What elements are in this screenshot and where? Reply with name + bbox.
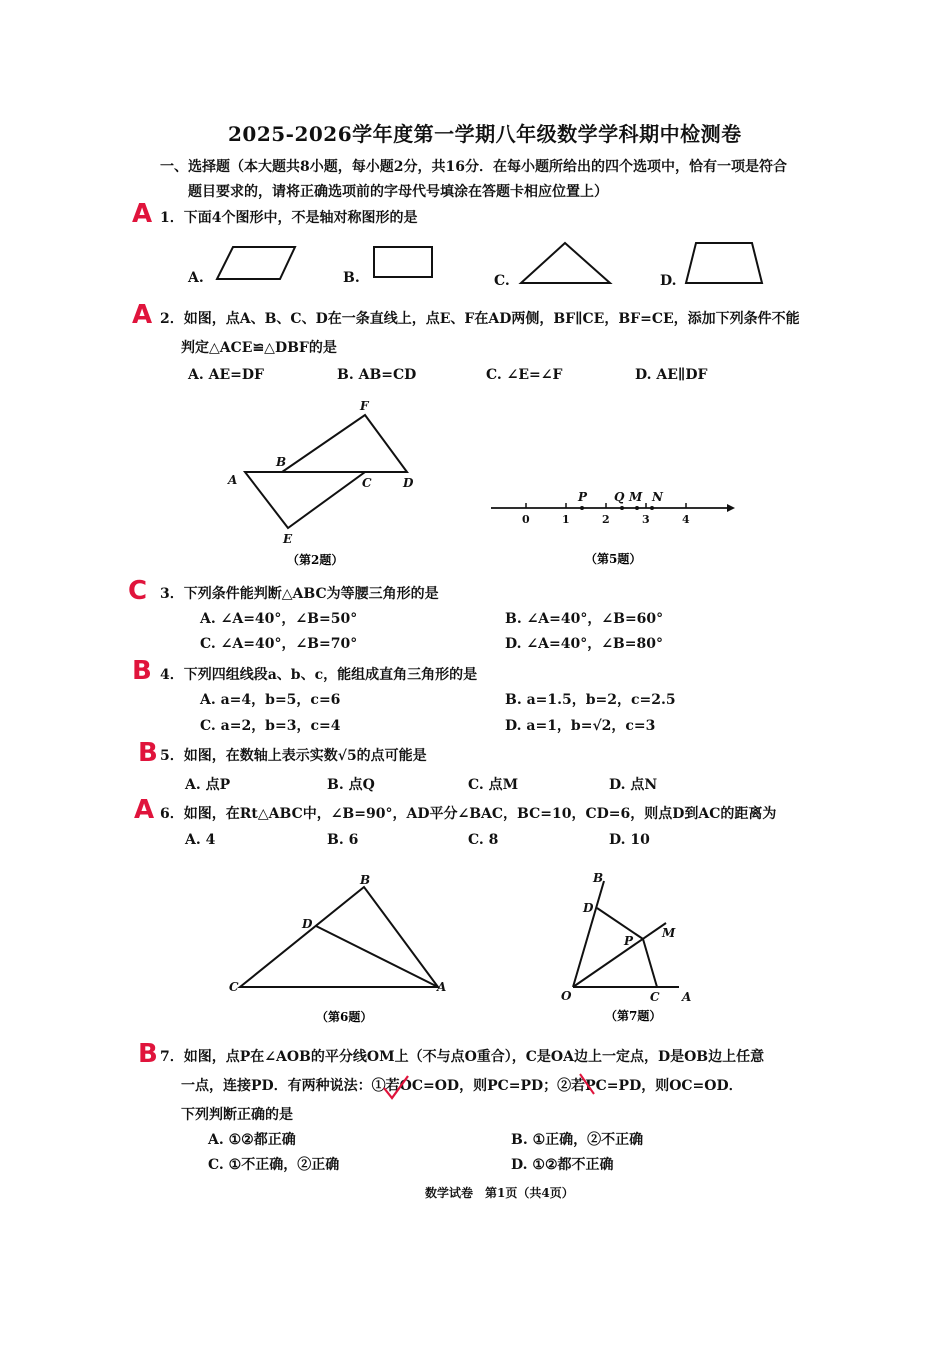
q4-option-b: B. a=1.5，b=2，c=2.5: [505, 692, 676, 708]
caption-q6: （第6题）: [316, 1010, 373, 1024]
tick-label-4: 4: [682, 513, 690, 526]
question-7-text-line3: 下列判断正确的是: [181, 1107, 293, 1123]
label-C: C: [650, 990, 660, 1004]
label-A: A: [228, 473, 238, 487]
q4-option-c: C. a=2，b=3，c=4: [200, 718, 341, 734]
label-D: D: [403, 476, 414, 490]
tick-label-0: 0: [522, 513, 530, 526]
label-D: D: [583, 901, 594, 915]
segment-pc: [643, 939, 657, 987]
label-B: B: [593, 871, 604, 885]
tick-label-3: 3: [642, 513, 650, 526]
point-P-dot: [580, 506, 584, 510]
label-E: E: [283, 532, 293, 546]
label-B: B: [276, 455, 287, 469]
q7-option-c: C. ①不正确，②正确: [208, 1157, 340, 1173]
label-C: C: [229, 980, 239, 994]
answer-mark-q7: B: [138, 1039, 158, 1069]
label-P: P: [624, 934, 634, 948]
answer-mark-q3: C: [128, 576, 148, 606]
q3-option-c: C. ∠A=40°，∠B=70°: [200, 636, 358, 652]
tick-label-1: 1: [562, 513, 570, 526]
question-3-text: 3．下列条件能判断△ABC为等腰三角形的是: [160, 586, 439, 602]
q2-option-b: B. AB=CD: [337, 367, 417, 383]
question-2-text-line1: 2．如图，点A、B、C、D在一条直线上，点E、F在AD两侧，BF∥CE，BF=CE，添加下列条件不能: [160, 311, 800, 327]
question-4-text: 4．下列四组线段a、b、c，能组成直角三角形的是: [160, 667, 478, 683]
label-A: A: [682, 990, 692, 1004]
question-6-text: 6．如图，在Rt△ABC中，∠B=90°，AD平分∠BAC，BC=10，CD=6，则点D到AC的距离为: [160, 806, 777, 822]
caption-q7: （第7题）: [605, 1009, 662, 1023]
point-Q-dot: [620, 506, 624, 510]
q3-option-b: B. ∠A=40°，∠B=60°: [505, 611, 664, 627]
rectangle-shape: [374, 247, 432, 277]
q2-option-d: D. AE∥DF: [635, 367, 708, 383]
q1-option-d: D.: [660, 273, 677, 289]
q2-option-a: A. AE=DF: [188, 367, 264, 383]
axis-arrow: [727, 504, 735, 512]
q6-option-b: B. 6: [327, 832, 359, 848]
point-N-dot: [650, 506, 654, 510]
question-2-text-line2: 判定△ACE≌△DBF的是: [181, 340, 337, 356]
q1-shapes: [0, 235, 950, 295]
figure-q5-number-line: [0, 485, 950, 575]
q7-option-b: B. ①正确，②不正确: [511, 1132, 644, 1148]
figure-q7: [0, 860, 950, 1030]
q5-option-b: B. 点Q: [327, 777, 375, 793]
answer-mark-q1: A: [132, 199, 153, 229]
answer-mark-q5: B: [138, 738, 158, 768]
q5-option-a: A. 点P: [185, 777, 231, 793]
label-A: A: [437, 980, 447, 994]
question-1-text: 1．下面4个图形中，不是轴对称图形的是: [160, 210, 418, 226]
label-F: F: [360, 399, 369, 413]
label-B: B: [360, 873, 371, 887]
question-7-text-line2: 一点，连接PD．有两种说法：①若OC=OD，则PC=PD；②若PC=PD，则OC=OD．: [181, 1078, 743, 1094]
q2-option-c: C. ∠E=∠F: [486, 367, 563, 383]
label-N: N: [652, 490, 663, 504]
label-P: P: [578, 490, 588, 504]
q5-option-c: C. 点M: [468, 777, 519, 793]
question-5-text: 5．如图，在数轴上表示实数√5的点可能是: [160, 748, 427, 764]
answer-mark-q6: A: [134, 795, 155, 825]
section-heading-line1: 一、选择题（本大题共8小题，每小题2分，共16分．在每小题所给出的四个选项中，恰有一项是符合: [160, 159, 787, 175]
q1-option-c: C.: [494, 273, 510, 289]
question-7-text-line1: 7．如图，点P在∠AOB的平分线OM上（不与点O重合），C是OA边上一定点，D是OB边上任意: [160, 1049, 765, 1065]
trapezoid-shape: [686, 243, 762, 283]
q7-option-a: A. ①②都正确: [208, 1132, 296, 1148]
check-mark-icon: [384, 1076, 408, 1098]
page-title: 2025-2026学年度第一学期八年级数学学科期中检测卷: [228, 122, 742, 146]
q4-option-d: D. a=1，b=√2，c=3: [505, 718, 656, 734]
q7-option-d: D. ①②都不正确: [511, 1157, 614, 1173]
label-Q: Q: [614, 490, 625, 504]
red-check-annotation: [382, 1074, 442, 1104]
triangle-shape: [521, 243, 610, 283]
label-M: M: [662, 926, 676, 940]
q3-option-a: A. ∠A=40°，∠B=50°: [200, 611, 358, 627]
parallelogram-shape: [217, 247, 295, 279]
q6-option-a: A. 4: [185, 832, 216, 848]
label-C: C: [362, 476, 372, 490]
q6-option-d: D. 10: [609, 832, 650, 848]
ray-ob: [573, 881, 604, 987]
page-footer: 数学试卷 第1页（共4页）: [425, 1186, 574, 1200]
cross-mark-icon: [580, 1074, 594, 1094]
q3-option-d: D. ∠A=40°，∠B=80°: [505, 636, 663, 652]
q4-option-a: A. a=4，b=5，c=6: [200, 692, 341, 708]
red-cross-annotation: [576, 1070, 606, 1100]
label-O: O: [561, 989, 572, 1003]
answer-mark-q4: B: [132, 656, 152, 686]
answer-mark-q2: A: [132, 300, 153, 330]
caption-q5: （第5题）: [585, 552, 642, 566]
segment-pd: [597, 908, 643, 939]
ray-om: [573, 923, 666, 987]
q1-option-a: A.: [188, 270, 204, 286]
tick-label-2: 2: [602, 513, 610, 526]
q5-option-d: D. 点N: [609, 777, 658, 793]
triangle-dbf: [282, 415, 407, 472]
point-M-dot: [635, 506, 639, 510]
label-D: D: [302, 917, 313, 931]
label-M: M: [629, 490, 643, 504]
section-heading-line2: 题目要求的，请将正确选项前的字母代号填涂在答题卡相应位置上）: [188, 184, 608, 200]
q6-option-c: C. 8: [468, 832, 499, 848]
caption-q2: （第2题）: [287, 553, 344, 567]
q1-option-b: B.: [343, 270, 360, 286]
